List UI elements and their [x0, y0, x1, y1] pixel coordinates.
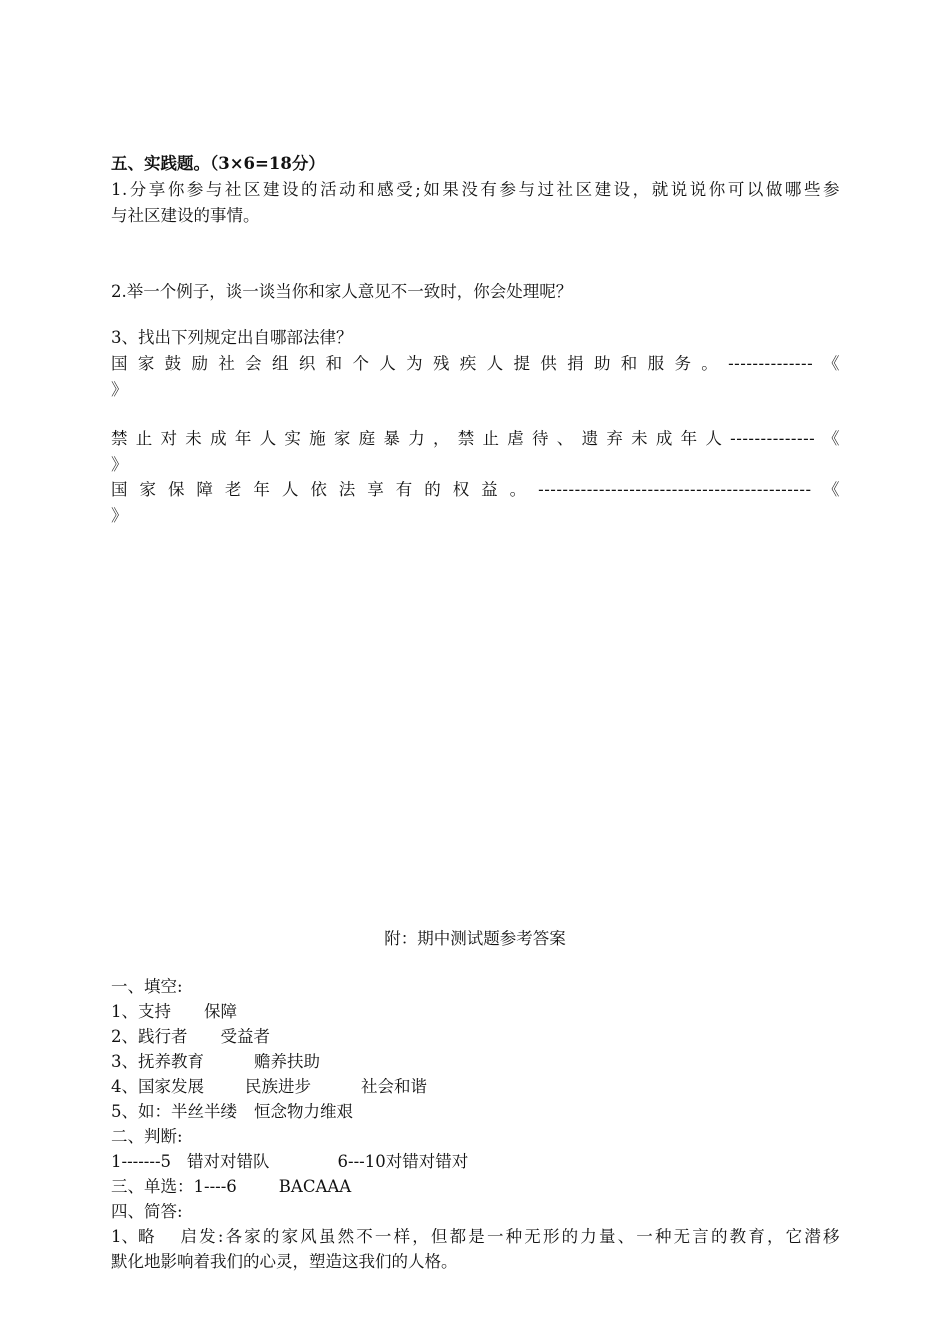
law-item-1-line-2: 》	[111, 380, 128, 399]
short-answer-num: 1、略	[111, 1227, 155, 1246]
fill-answer-2-part-1: 受益者	[220, 1027, 270, 1046]
short-answer-line-1	[111, 1226, 840, 1248]
fill-answer-1-part-1: 保障	[204, 1002, 237, 1021]
question-2: 2.举一个例子，谈一谈当你和家人意见不一致时，你会处理呢？	[111, 282, 573, 301]
judge-heading: 二、判断:	[111, 1127, 183, 1146]
question-1-line-1: 1.分享你参与社区建设的活动和感受;如果没有参与过社区建设，就说说你可以做哪些参	[111, 180, 840, 199]
question-3: 3、找出下列规定出自哪部法律？	[111, 328, 353, 347]
judge-range-1: 1-------5	[111, 1152, 172, 1171]
law-item-3-line-2: 》	[111, 506, 128, 525]
answers-title: 附：期中测试题参考答案	[384, 929, 566, 948]
law-item-3-line-1: 国家保障老年人依法享有的权益。---------------------------------------------《	[111, 480, 840, 499]
judge-answers-1: 错对对错队	[187, 1152, 270, 1171]
fill-answer-5-num: 5、如：半丝半缕	[111, 1102, 237, 1121]
fill-answer-5-part-1: 恒念物力维艰	[254, 1102, 353, 1121]
section-5-heading: 五、实践题。（3×6=18分）	[111, 154, 325, 173]
fill-answer-3-part-1: 赡养扶助	[254, 1052, 320, 1071]
fill-answer-1	[111, 1001, 237, 1023]
fill-answer-3-num: 3、抚养教育	[111, 1052, 204, 1071]
single-choice-range: 三、单选：1----6	[111, 1177, 237, 1196]
fill-answer-3	[111, 1051, 320, 1073]
fill-answer-2-num: 2、践行者	[111, 1027, 188, 1046]
short-answer-text-1: 启发:各家的家风虽然不一样，但都是一种无形的力量、一种无言的教育，它潜移	[180, 1227, 840, 1246]
law-item-2-line-2: 》	[111, 455, 128, 474]
single-choice-answers	[111, 1176, 351, 1198]
law-item-2-line-1: 禁止对未成年人实施家庭暴力，禁止虐待、遗弃未成年人--------------《	[111, 429, 840, 448]
short-answer-line-2: 默化地影响着我们的心灵，塑造这我们的人格。	[111, 1252, 458, 1271]
fill-answer-2	[111, 1026, 270, 1048]
fill-answer-4	[111, 1076, 427, 1098]
judge-answers-2: 6---10对错对错对	[337, 1152, 469, 1171]
fill-heading: 一、填空:	[111, 977, 183, 996]
fill-answer-5	[111, 1101, 353, 1123]
short-answer-heading: 四、简答:	[111, 1202, 183, 1221]
question-1-line-2: 与社区建设的事情。	[111, 206, 260, 225]
law-item-1-line-1: 国家鼓励社会组织和个人为残疾人提供捐助和服务。--------------《	[111, 354, 840, 373]
single-choice-values: BACAAA	[278, 1177, 352, 1196]
fill-answer-1-num: 1、支持	[111, 1002, 171, 1021]
fill-answer-4-part-2: 社会和谐	[361, 1077, 427, 1096]
judge-answers	[111, 1151, 468, 1173]
fill-answer-4-part-1: 民族进步	[245, 1077, 311, 1096]
fill-answer-4-num: 4、国家发展	[111, 1077, 204, 1096]
